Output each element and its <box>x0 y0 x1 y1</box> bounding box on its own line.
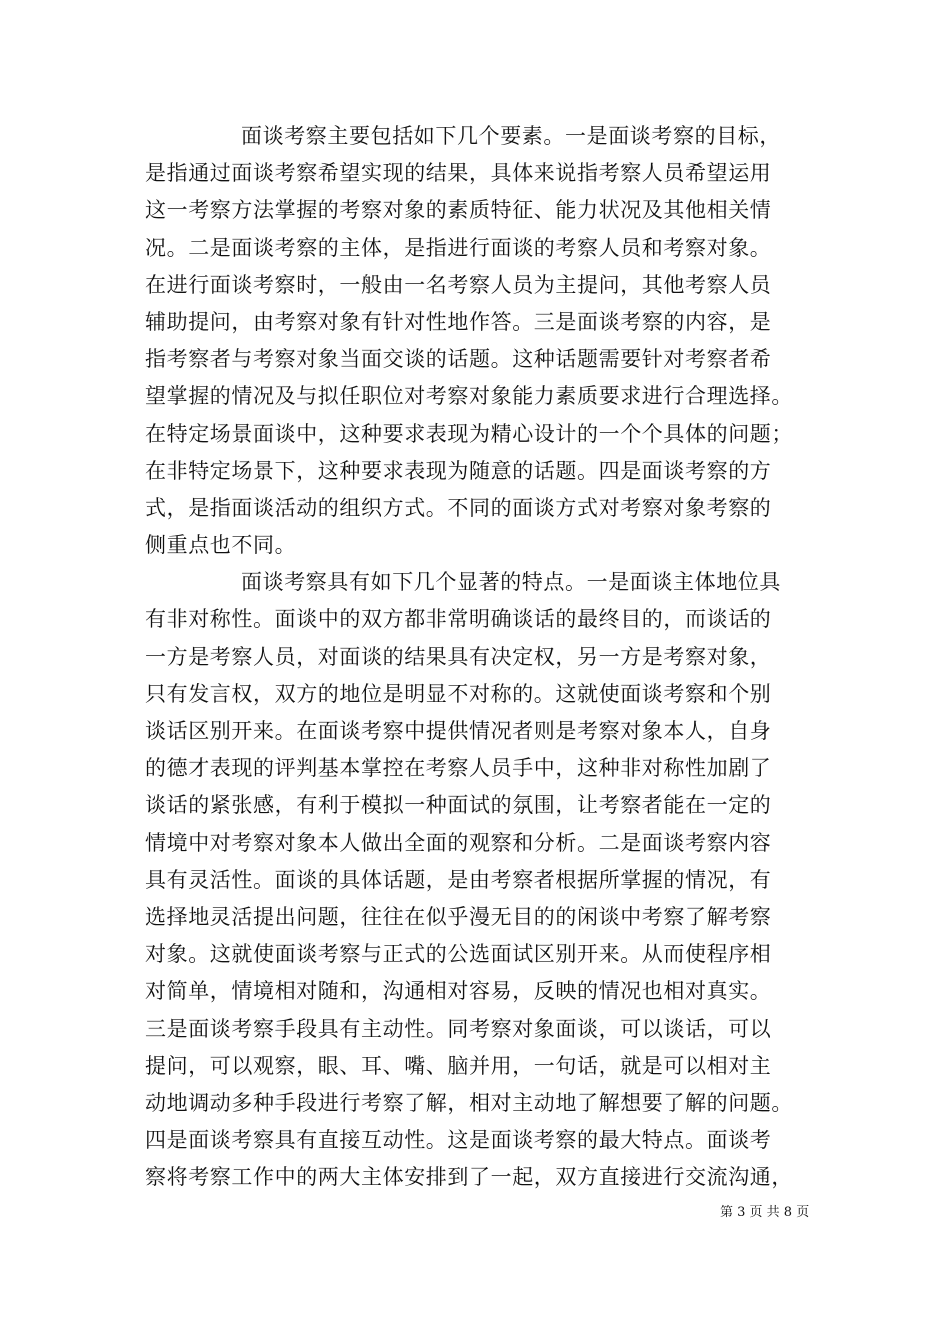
page-number-footer: 第 3 页 共 8 页 <box>720 1205 810 1220</box>
paragraph-line: 谈话的紧张感，有利于模拟一种面试的氛围，让考察者能在一定的 <box>145 793 772 818</box>
paragraph-line: 有非对称性。面谈中的双方都非常明确谈话的最终目的，而谈话的 <box>145 607 772 632</box>
paragraph-line: 情境中对考察对象本人做出全面的观察和分析。二是面谈考察内容 <box>145 830 772 855</box>
paragraph-line: 一方是考察人员，对面谈的结果具有决定权，另一方是考察对象， <box>145 644 772 669</box>
paragraph-line: 式，是指面谈活动的组织方式。不同的面谈方式对考察对象考察的 <box>145 495 772 520</box>
paragraph-line: 对简单，情境相对随和，沟通相对容易，反映的情况也相对真实。 <box>145 979 772 1004</box>
paragraph-elements <box>145 118 825 564</box>
paragraph-line: 望掌握的情况及与拟任职位对考察对象能力素质要求进行合理选择。 <box>145 384 793 409</box>
paragraph-line: 对象。这就使面谈考察与正式的公选面试区别开来。从而使程序相 <box>145 942 772 967</box>
paragraph-line: 面谈考察主要包括如下几个要素。一是面谈考察的目标， <box>241 124 781 148</box>
paragraph-line: 侧重点也不同。 <box>145 533 297 558</box>
paragraph-line: 面谈考察具有如下几个显著的特点。一是面谈主体地位具 <box>241 570 781 595</box>
paragraph-line: 况。二是面谈考察的主体，是指进行面谈的考察人员和考察对象。 <box>145 235 772 260</box>
paragraph-line: 是指通过面谈考察希望实现的结果，具体来说指考察人员希望运用 <box>145 161 772 186</box>
document-body <box>145 118 825 1196</box>
paragraph-line: 选择地灵活提出问题，往往在似乎漫无目的的闲谈中考察了解考察 <box>145 904 772 929</box>
paragraph-line: 具有灵活性。面谈的具体话题，是由考察者根据所掌握的情况，有 <box>145 867 772 892</box>
paragraph-line: 辅助提问，由考察对象有针对性地作答。三是面谈考察的内容，是 <box>145 309 772 334</box>
paragraph-line: 在进行面谈考察时，一般由一名考察人员为主提问，其他考察人员 <box>145 272 772 297</box>
paragraph-line: 只有发言权，双方的地位是明显不对称的。这就使面谈考察和个别 <box>145 681 772 706</box>
paragraph-line: 三是面谈考察手段具有主动性。同考察对象面谈，可以谈话，可以 <box>145 1016 772 1041</box>
paragraph-line: 的德才表现的评判基本掌控在考察人员手中，这种非对称性加剧了 <box>145 756 772 781</box>
paragraph-features <box>145 564 825 1196</box>
paragraph-line: 指考察者与考察对象当面交谈的话题。这种话题需要针对考察者希 <box>145 347 772 372</box>
paragraph-line: 动地调动多种手段进行考察了解，相对主动地了解想要了解的问题。 <box>145 1090 793 1115</box>
paragraph-line: 提问，可以观察，眼、耳、嘴、脑并用，一句话，就是可以相对主 <box>145 1053 772 1078</box>
paragraph-line: 在非特定场景下，这种要求表现为随意的话题。四是面谈考察的方 <box>145 458 772 483</box>
paragraph-line: 在特定场景面谈中，这种要求表现为精心设计的一个个具体的问题； <box>145 421 793 446</box>
paragraph-line: 这一考察方法掌握的考察对象的素质特征、能力状况及其他相关情 <box>145 198 772 223</box>
paragraph-line: 四是面谈考察具有直接互动性。这是面谈考察的最大特点。面谈考 <box>145 1128 772 1153</box>
paragraph-line: 谈话区别开来。在面谈考察中提供情况者则是考察对象本人，自身 <box>145 719 772 743</box>
paragraph-line: 察将考察工作中的两大主体安排到了一起，双方直接进行交流沟通， <box>145 1165 793 1190</box>
